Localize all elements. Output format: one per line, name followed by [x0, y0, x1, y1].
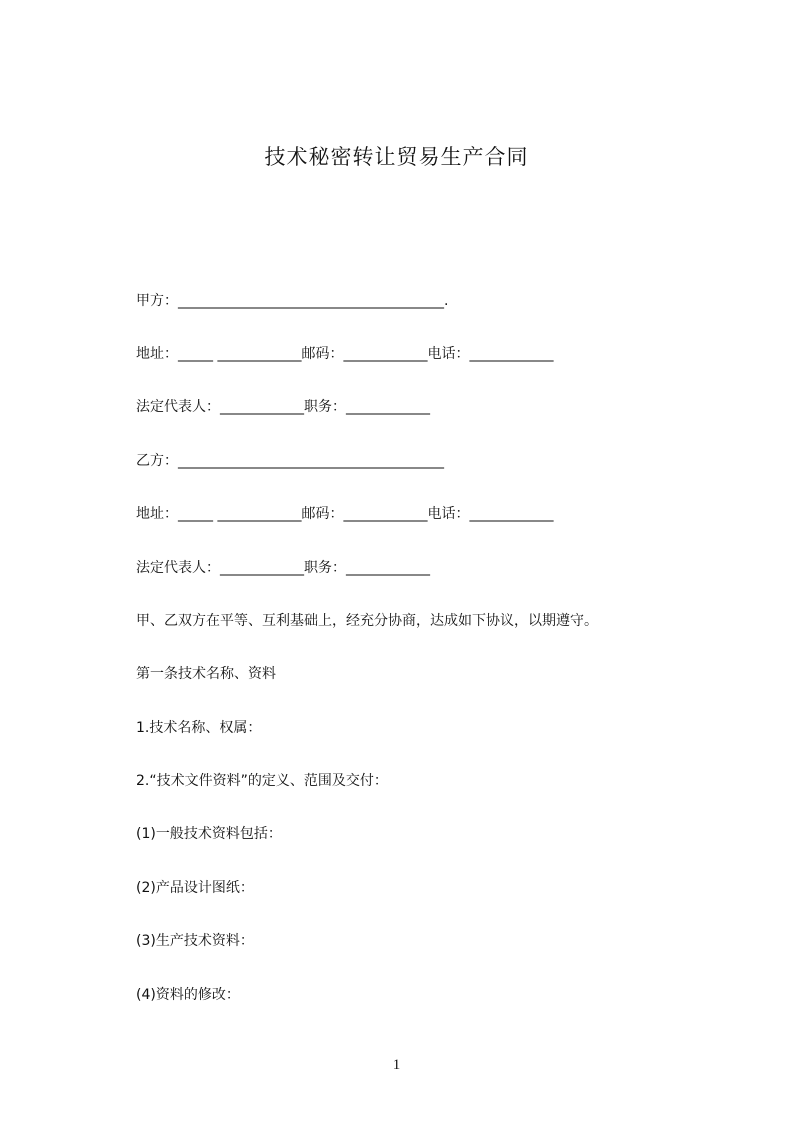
party-b-representative-line: 法定代表人：____________职务：____________ — [136, 560, 430, 576]
clause-2-line: 2.“技术文件资料”的定义、范围及交付： — [136, 773, 388, 789]
article-one-heading: 第一条技术名称、资料 — [136, 666, 276, 682]
sub-clause-3-line: (3)生产技术资料： — [136, 933, 254, 949]
page-number: 1 — [392, 1057, 401, 1073]
party-b-line: 乙方：______________________________________ — [136, 453, 444, 469]
party-a-representative-line: 法定代表人：____________职务：____________ — [136, 399, 430, 415]
party-b-address-line: 地址：_____ ____________邮码：____________电话：____________ — [136, 506, 554, 522]
sub-clause-4-line: (4)资料的修改： — [136, 987, 240, 1003]
sub-clause-1-line: (1)一般技术资料包括： — [136, 826, 282, 842]
sub-clause-2-line: (2)产品设计图纸： — [136, 880, 254, 896]
party-a-address-line: 地址：_____ ____________邮码：____________电话：____________ — [136, 346, 554, 362]
agreement-intro-paragraph: 甲、乙双方在平等、互利基础上，经充分协商，达成如下协议，以期遵守。 — [136, 613, 598, 629]
document-title: 技术秘密转让贸易生产合同 — [264, 145, 529, 169]
party-a-line: 甲方：______________________________________. — [136, 293, 449, 309]
clause-1-line: 1.技术名称、权属： — [136, 720, 262, 736]
